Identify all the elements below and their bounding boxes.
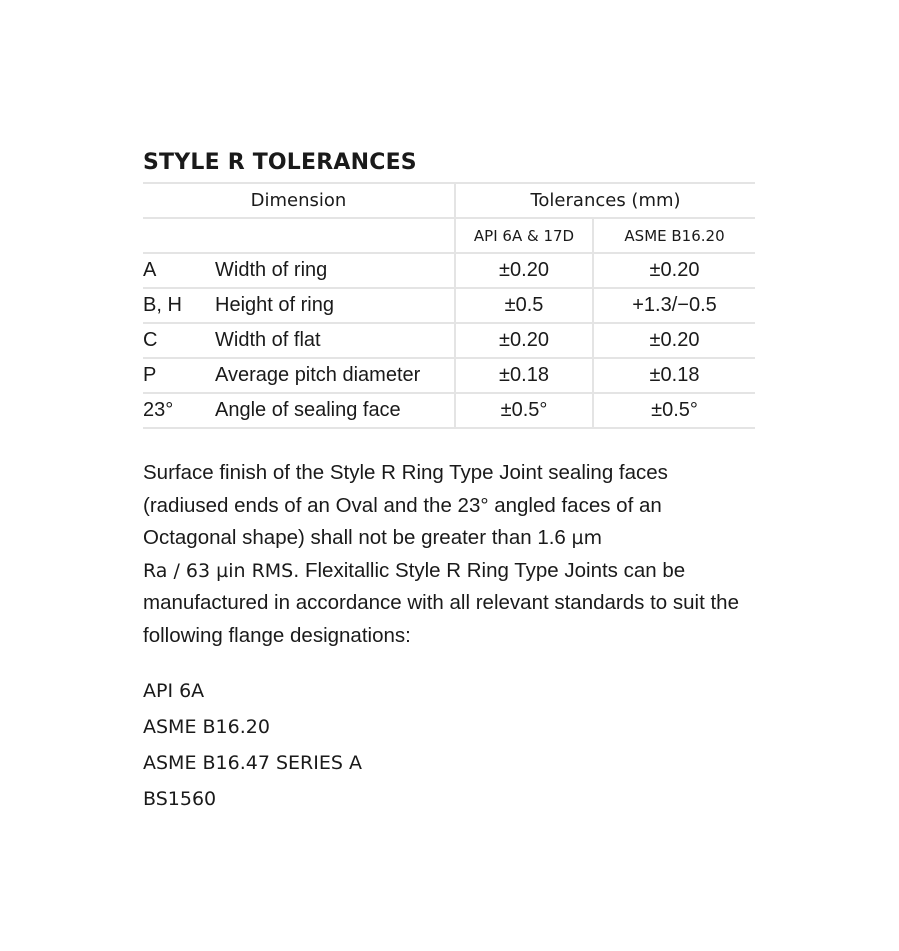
- table-row: [143, 358, 755, 393]
- list-item: ASME B16.20: [143, 715, 270, 738]
- row-description: Width of ring: [215, 253, 455, 288]
- row-asme-value: ±0.18: [593, 358, 755, 393]
- row-description: Angle of sealing face: [215, 393, 455, 428]
- row-api-value: ±0.5: [455, 288, 593, 323]
- table-row: [143, 393, 755, 428]
- tolerances-table: [143, 182, 755, 429]
- row-code: A: [143, 253, 215, 288]
- row-code: P: [143, 358, 215, 393]
- row-code: 23°: [143, 393, 215, 428]
- row-api-value: ±0.18: [455, 358, 593, 393]
- tolerances-section: [143, 148, 763, 817]
- subheader-blank: [143, 218, 455, 253]
- paragraph-text-2: Flexitallic Style R Ring Type Joints can be manufactured in accordance with all relevant standards to suit the following flange designations:: [143, 558, 739, 647]
- list-item: BS1560: [143, 787, 217, 810]
- roughness-spec: Ra / 63 µin RMS.: [143, 559, 300, 582]
- row-description: Height of ring: [215, 288, 455, 323]
- row-asme-value: ±0.20: [593, 253, 755, 288]
- row-api-value: ±0.5°: [455, 393, 593, 428]
- row-asme-value: ±0.20: [593, 323, 755, 358]
- row-asme-value: +1.3/−0.5: [593, 288, 755, 323]
- header-dimension: Dimension: [143, 183, 455, 218]
- list-item: ASME B16.47 SERIES A: [143, 751, 362, 774]
- paragraph-text-1: Surface finish of the Style R Ring Type Joint sealing faces (radiused ends of an Oval and the 23° angled faces of an Octagonal shape) shall not be greater than 1.6: [143, 461, 668, 549]
- row-code: B, H: [143, 288, 215, 323]
- list-item: API 6A: [143, 679, 205, 702]
- table-row: [143, 323, 755, 358]
- row-api-value: ±0.20: [455, 323, 593, 358]
- row-api-value: ±0.20: [455, 253, 593, 288]
- table-subheader-row: [143, 218, 755, 253]
- subheader-asme: ASME B16.20: [593, 218, 755, 253]
- table-row: [143, 253, 755, 288]
- table-row: [143, 288, 755, 323]
- section-title: STYLE R TOLERANCES: [143, 150, 417, 175]
- surface-finish-paragraph: [143, 457, 743, 652]
- unit-micrometre: µm: [571, 527, 603, 549]
- flange-designations-list: [143, 673, 763, 817]
- table-header-row: [143, 183, 755, 218]
- row-asme-value: ±0.5°: [593, 393, 755, 428]
- row-description: Width of flat: [215, 323, 455, 358]
- subheader-api: API 6A & 17D: [455, 218, 593, 253]
- row-code: C: [143, 323, 215, 358]
- header-tolerances: Tolerances (mm): [455, 183, 755, 218]
- row-description: Average pitch diameter: [215, 358, 455, 393]
